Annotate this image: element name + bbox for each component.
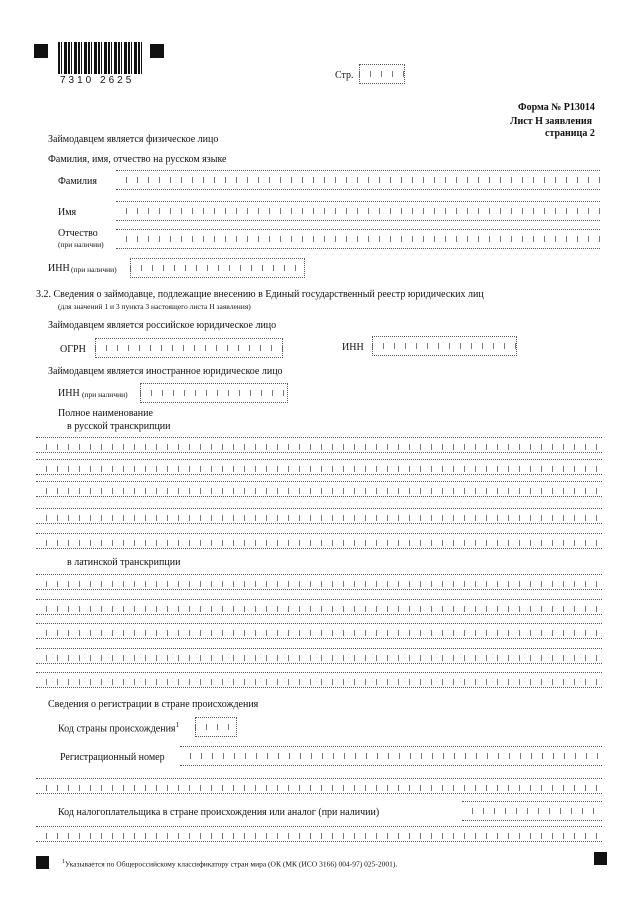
foreign-inn-cells[interactable] [140, 383, 288, 403]
foreign-entity-heading: Займодавцем является иностранное юридическое лицо [48, 366, 283, 377]
entity-inn-cells[interactable] [372, 336, 517, 356]
surname-cells[interactable] [116, 170, 600, 190]
latin-name-row[interactable] [36, 648, 602, 664]
ogrn-cells[interactable] [95, 338, 283, 358]
individual-inn-cells[interactable] [130, 258, 305, 278]
registration-marker-bottom-right [594, 852, 607, 865]
registration-marker-bottom-left [36, 856, 49, 869]
footnote-ref: 1 [175, 721, 180, 729]
footnote [62, 859, 397, 869]
latin-name-row[interactable] [36, 599, 602, 615]
foreign-inn-label: ИНН [58, 388, 80, 399]
individual-inn-label: ИНН [48, 263, 70, 274]
patronymic-note: (при наличии) [58, 240, 104, 249]
page-title: страница 2 [545, 128, 595, 139]
taxpayer-code-cells[interactable] [462, 801, 602, 821]
foreign-inn-note: (при наличии) [82, 390, 128, 399]
country-code-label [58, 721, 179, 734]
full-name-label: Полное наименование [58, 408, 153, 419]
surname-label: Фамилия [58, 176, 97, 187]
russian-entity-heading: Займодавцем является российское юридическое лицо [48, 320, 277, 331]
section-32-note: (для значений 1 и 3 пункта 3 настоящего листа Н заявления) [58, 302, 251, 311]
latin-name-row[interactable] [36, 574, 602, 590]
russian-name-row[interactable] [36, 533, 602, 549]
individual-heading: Займодавцем является физическое лицо [48, 134, 219, 145]
registration-marker-top-left [34, 44, 48, 58]
individual-inn-note: (при наличии) [71, 265, 117, 274]
latin-transcription-label: в латинской транскрипции [67, 557, 181, 568]
section-32-title: 3.2. Сведения о займодавце, подлежащие внесению в Единый государственный реестр юридических лиц [36, 289, 484, 300]
reg-number-label: Регистрационный номер [60, 752, 165, 763]
russian-name-row[interactable] [36, 481, 602, 497]
registration-heading: Сведения о регистрации в стране происхождения [48, 699, 259, 710]
russian-name-row[interactable] [36, 437, 602, 453]
barcode-number: 7310 2625 [60, 75, 135, 86]
taxpayer-code-cells-continued[interactable] [36, 826, 602, 842]
registration-marker-top-right [150, 44, 164, 58]
russian-name-row[interactable] [36, 508, 602, 524]
name-cells[interactable] [116, 201, 600, 221]
full-name-subheading: Фамилия, имя, отчество на русском языке [48, 154, 227, 165]
page-label: Стр. [335, 70, 354, 81]
patronymic-cells[interactable] [116, 229, 600, 249]
russian-transcription-label: в русской транскрипции [67, 421, 171, 432]
sheet-title: Лист Н заявления [510, 116, 593, 127]
footnote-text: Указывается по Общероссийскому классификатору стран мира (ОК (МК (ИСО 3166) 004-97) 025-2001). [65, 859, 398, 869]
form-title: Форма № Р13014 [518, 102, 595, 113]
taxpayer-code-label: Код налогоплательщика в стране происхождения или аналог (при наличии) [58, 807, 380, 818]
entity-inn-label: ИНН [342, 342, 364, 353]
name-label: Имя [58, 207, 77, 218]
russian-name-row[interactable] [36, 459, 602, 475]
reg-number-cells[interactable] [180, 746, 602, 766]
patronymic-label: Отчество [58, 228, 98, 239]
barcode [58, 42, 142, 74]
reg-number-cells-continued[interactable] [36, 778, 602, 794]
country-code-cells[interactable] [195, 717, 237, 737]
page-number-cells[interactable] [359, 64, 405, 84]
ogrn-label: ОГРН [60, 344, 86, 355]
country-code-label-text: Код страны происхождения [58, 723, 176, 735]
latin-name-row[interactable] [36, 672, 602, 688]
footnote-number: 1 [62, 859, 65, 865]
latin-name-row[interactable] [36, 623, 602, 639]
